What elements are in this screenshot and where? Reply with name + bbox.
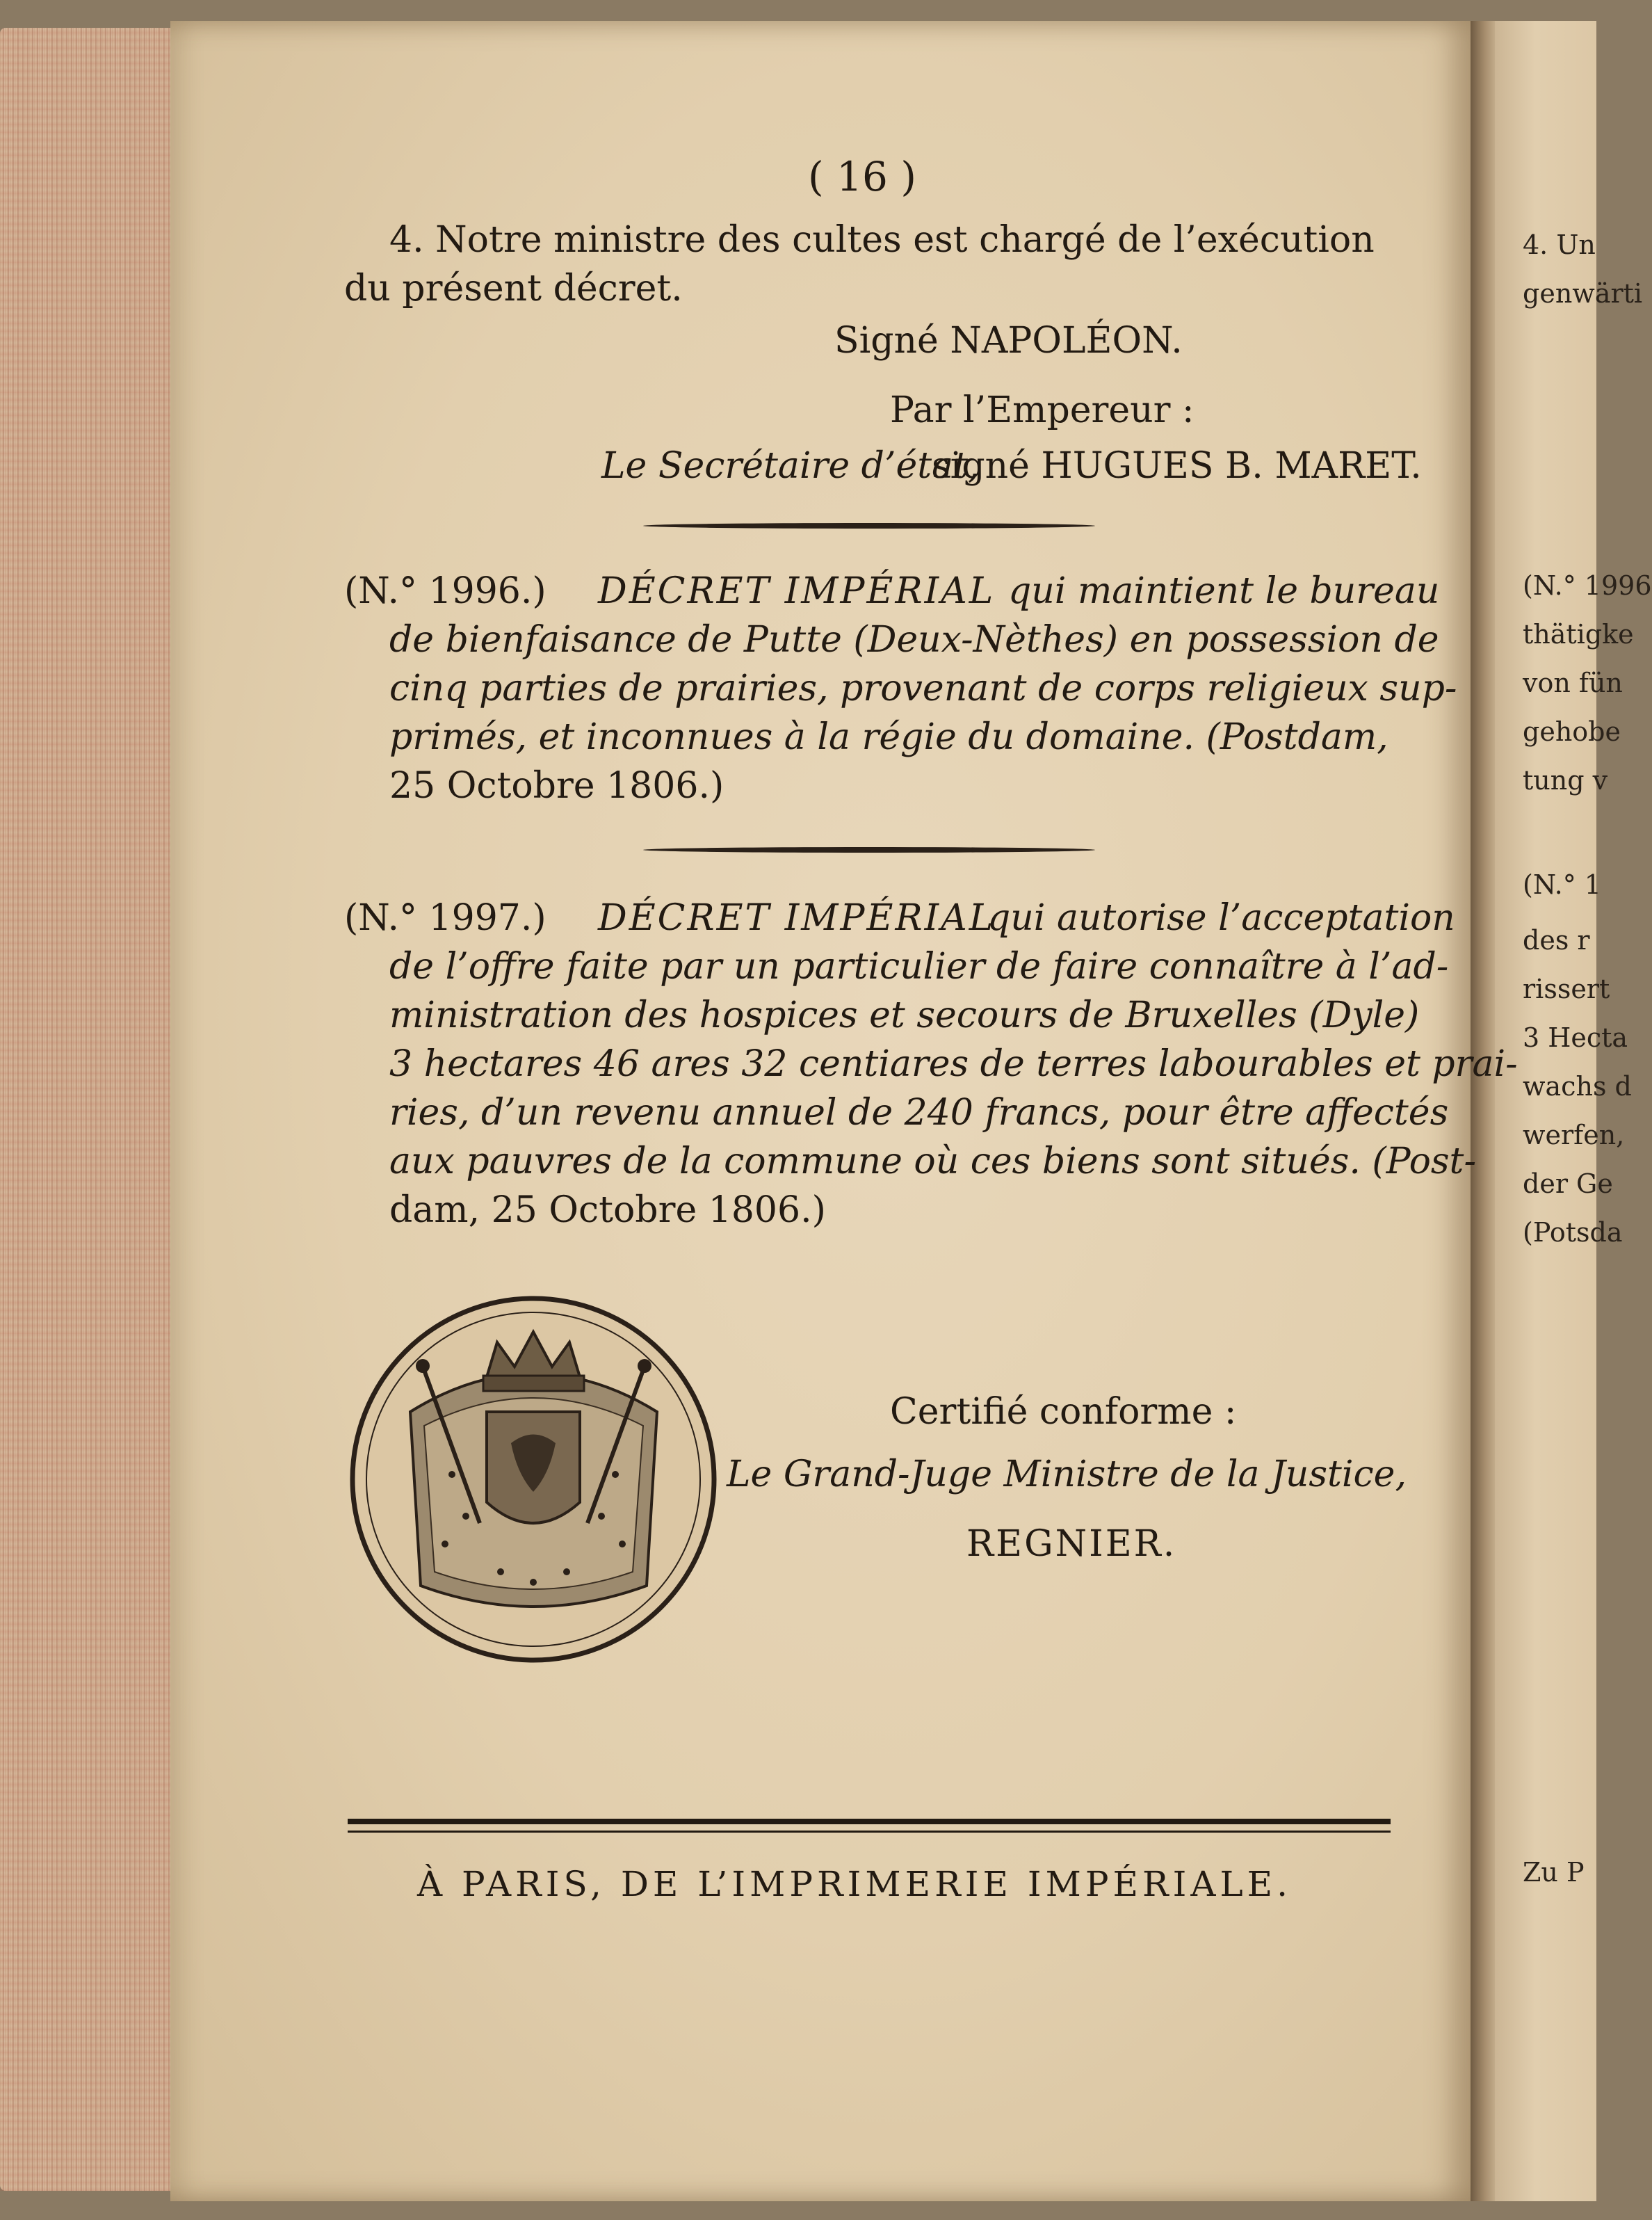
page-number: ( 16 ): [808, 153, 916, 200]
signature-secretary-title: Le Secrétaire d’état,: [601, 445, 980, 487]
facing-line: (Potsda: [1523, 1217, 1623, 1248]
book-page-edges: [0, 28, 174, 2191]
certification-line-2: Le Grand-Juge Ministre de la Justice,: [727, 1454, 1407, 1495]
decree-1997-line: de l’offre faite par un particulier de faire connaître à l’ad-: [389, 946, 1449, 988]
facing-line: 3 Hecta: [1523, 1022, 1628, 1053]
facing-line: von fün: [1523, 668, 1623, 698]
bottom-rule-thin: [348, 1831, 1391, 1833]
signature-secretary-name: signé HUGUES B. MARET.: [932, 445, 1422, 487]
section-divider: [643, 847, 1095, 853]
facing-line: (N.° 1996: [1523, 570, 1652, 601]
decree-1997-line: ries, d’un revenu annuel de 240 francs, pour être affectés: [389, 1092, 1449, 1134]
decree-1997-line: 3 hectares 46 ares 32 centiares de terres labourables et prai-: [389, 1043, 1518, 1085]
facing-line: der Ge: [1523, 1168, 1613, 1199]
book-gutter: [1471, 21, 1498, 2201]
facing-line: gehobe: [1523, 716, 1621, 747]
facing-page-fragment: [1495, 21, 1652, 2201]
facing-line: rissert: [1523, 974, 1610, 1004]
facing-line: des r: [1523, 925, 1590, 956]
bottom-rule: [348, 1819, 1391, 1824]
facing-line: Zu P: [1523, 1857, 1585, 1888]
facing-line: wachs d: [1523, 1071, 1632, 1102]
section-divider: [643, 523, 1095, 529]
article4-line-2: du présent décret.: [344, 268, 683, 309]
decree-1997-number: (N.° 1997.): [344, 897, 546, 939]
signature-par-empereur: Par l’Empereur :: [890, 389, 1195, 431]
decree-1997-heading: DÉCRET IMPÉRIAL: [598, 897, 996, 939]
decree-1997-line: qui autorise l’acceptation: [987, 897, 1455, 939]
facing-line: tung v: [1523, 765, 1608, 796]
decree-1996-line: primés, et inconnues à la régie du domaine. (Postdam,: [389, 716, 1388, 758]
certification-signer: REGNIER.: [966, 1523, 1177, 1565]
facing-line: (N.° 1: [1523, 869, 1601, 900]
facing-line: 4. Un: [1523, 230, 1596, 260]
decree-1997-line: ministration des hospices et secours de Bruxelles (Dyle): [389, 995, 1420, 1036]
decree-1996-line: 25 Octobre 1806.): [389, 765, 724, 807]
imprint-line: À PARIS, DE L’IMPRIMERIE IMPÉRIALE.: [417, 1864, 1293, 1904]
article4-line-1: 4. Notre ministre des cultes est chargé de l’exécution: [389, 219, 1375, 261]
decree-1996-line: qui maintient le bureau: [1008, 570, 1440, 612]
decree-1996-line: cinq parties de prairies, provenant de corps religieux sup-: [389, 668, 1457, 709]
decree-1997-line: aux pauvres de la commune où ces biens sont situés. (Post-: [389, 1141, 1477, 1182]
facing-line: werfen,: [1523, 1120, 1625, 1150]
signature-napoleon: Signé NAPOLÉON.: [834, 320, 1183, 362]
certification-line-1: Certifié conforme :: [890, 1391, 1237, 1433]
facing-line: genwärti: [1523, 278, 1643, 309]
facing-line: thätigke: [1523, 619, 1634, 650]
decree-1997-line: dam, 25 Octobre 1806.): [389, 1189, 826, 1231]
decree-1996-line: de bienfaisance de Putte (Deux-Nèthes) en possession de: [389, 619, 1439, 661]
decree-1996-heading: DÉCRET IMPÉRIAL: [598, 570, 996, 612]
imperial-seal-icon: [348, 1294, 720, 1666]
decree-1996-number: (N.° 1996.): [344, 570, 546, 612]
